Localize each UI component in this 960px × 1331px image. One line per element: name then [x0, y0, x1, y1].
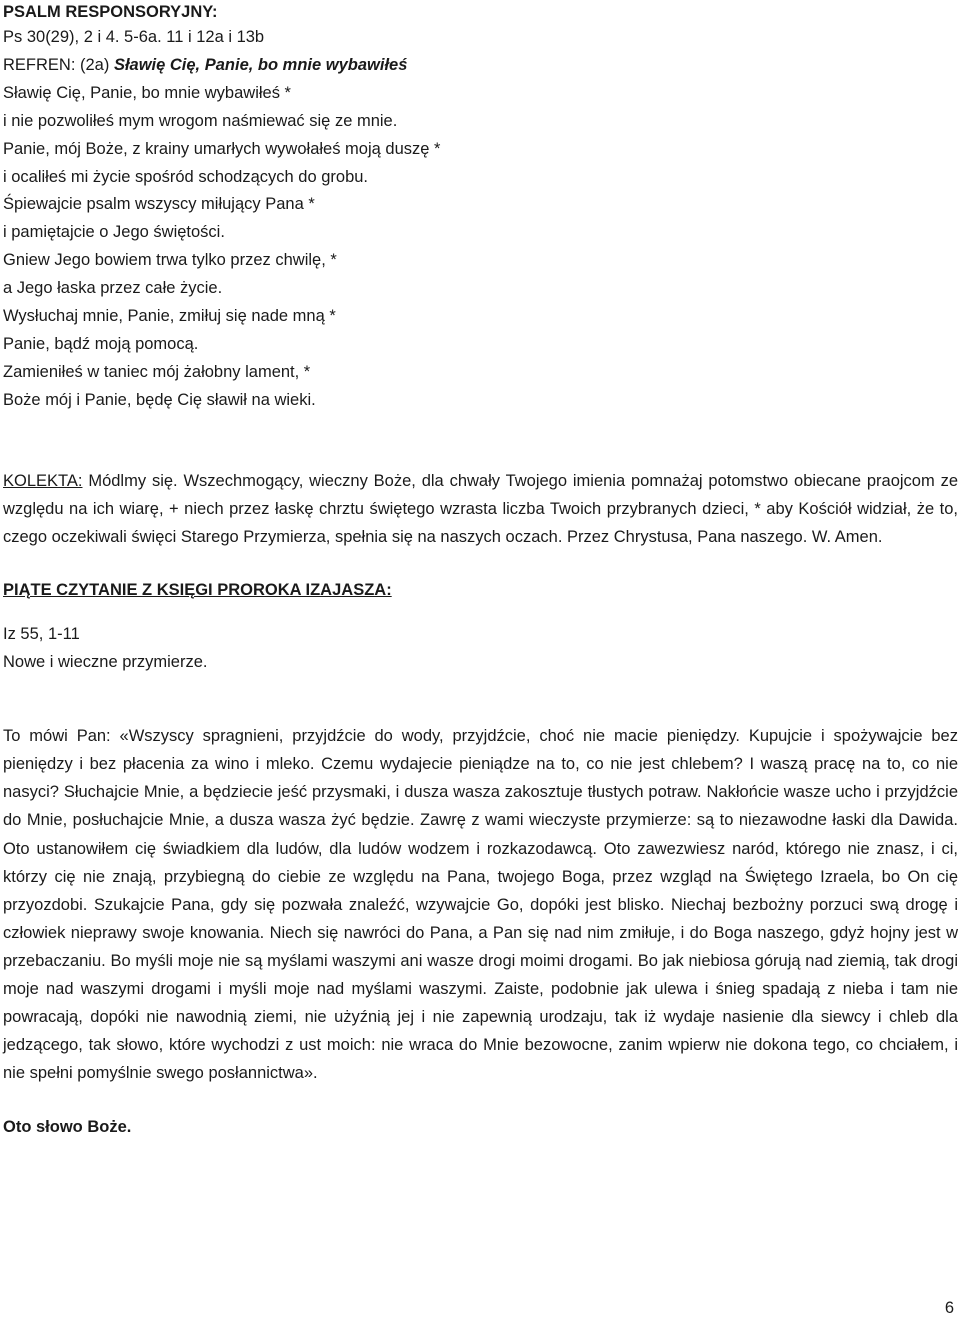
refrain-text: Sławię Cię, Panie, bo mnie wybawiłeś — [113, 55, 408, 74]
psalm-verse: i nie pozwoliłeś mym wrogom naśmiewać się ze mnie. — [3, 111, 398, 130]
document-page — [3, 0, 958, 1158]
reading-closing: Oto słowo Boże. — [3, 1118, 132, 1137]
psalm-reference: Ps 30(29), 2 i 4. 5-6a. 11 i 12a i 13b — [3, 28, 265, 46]
collect-section — [3, 467, 958, 551]
psalm-verse: Panie, mój Boże, z krainy umarłych wywołałeś moją duszę * — [3, 139, 441, 158]
psalm-heading: PSALM RESPONSORYJNY: — [3, 3, 218, 21]
collect-text: Módlmy się. Wszechmogący, wieczny Boże, dla chwały Twojego imienia pomnażaj potomstwo obiecane praojcom ze względu na ich wiarę, + niech przez łaskę chrztu świętego wzrasta liczba Twoich przybranych dzieci, * aby Kościół widział, że to, czego oczekiwali święci Starego Przymierza, spełnia się na naszych oczach. Przez Chrystusa, Pana naszego. W. Amen. — [3, 471, 958, 546]
reading-heading: PIĄTE CZYTANIE Z KSIĘGI PROROKA IZAJASZA: — [3, 580, 392, 599]
psalm-verse: Gniew Jego bowiem trwa tylko przez chwilę, * — [3, 251, 337, 270]
psalm-verses — [3, 80, 958, 415]
page-number: 6 — [944, 1299, 954, 1317]
psalm-verse: Boże mój i Panie, będę Cię sławił na wieki. — [3, 390, 316, 409]
psalm-verse: Zamieniłeś w taniec mój żałobny lament, * — [3, 362, 311, 381]
psalm-verse: Panie, bądź moją pomocą. — [3, 334, 199, 353]
psalm-verse: Śpiewajcie psalm wszyscy miłujący Pana * — [3, 195, 315, 214]
collect-label: KOLEKTA: — [3, 471, 83, 490]
psalm-verse: a Jego łaska przez całe życie. — [3, 279, 223, 298]
psalm-verse: i pamiętajcie o Jego świętości. — [3, 223, 225, 242]
reading-subtitle: Nowe i wieczne przymierze. — [3, 653, 208, 672]
refrain-label: REFREN: (2a) — [3, 55, 114, 74]
reading-section — [3, 576, 958, 1142]
psalm-refrain — [3, 52, 958, 80]
psalm-verse: Sławię Cię, Panie, bo mnie wybawiłeś * — [3, 83, 291, 102]
psalm-verse: i ocaliłeś mi życie spośród schodzących do grobu. — [3, 167, 369, 186]
psalm-section — [3, 0, 958, 415]
reading-meta — [3, 620, 958, 676]
reading-body: To mówi Pan: «Wszyscy spragnieni, przyjdźcie do wody, przyjdźcie, choć nie macie pieniędzy. Kupujcie i spożywajcie bez pieniędzy i bez płacenia za wino i mleko. Czemu wydajecie pieniądze na to, co nie jest chlebem? I waszą pracę na to, co nie nasyci? Słuchajcie Mnie, a będziecie jeść przysmaki, i dusza wasza zakosztuje tłustych potraw. Nakłońcie wasze ucho i przyjdźcie do Mnie, posłuchajcie Mnie, a dusza wasza żyć będzie. Zawrę z wami wieczyste przymierze: są to niezawodne łaski dla Dawida. Oto ustanowiłem cię świadkiem dla ludów, dla ludów wodzem i rozkazodawcą. Oto zawezwiesz naród, którego nie znasz, i ci, którzy cię nie znają, przybiegną do ciebie ze względu na Pana, twojego Boga, przez wzgląd na Świętego Izraela, bo On cię przyozdobi. Szukajcie Pana, gdy się pozwała znaleźć, wzywajcie Go, dopóki jest blisko. Niechaj bezbożny porzuci swą drogę i człowiek nieprawy swoje knowania. Niech się nawróci do Pana, a Pan się nad nim zmiłuje, i do Boga naszego, gdyż hojny jest w przebaczaniu. Bo myśli moje nie są myślami waszymi ani wasze drogi moimi drogami. Bo jak niebiosa górują nad ziemią, tak drogi moje nad waszymi drogami i myśli moje nad myślami waszymi. Zaiste, podobnie jak ulewa i śnieg spadają z nieba i tam nie powracają, dopóki nie nawodnią ziemi, nie użyźnią jej i nie zapewnią urodzaju, tak iż wydaje nasienie dla siewcy i chleb dla jedzącego, tak słowo, które wychodzi z ust moich: nie wraca do Mnie bezowocne, zanim wpierw nie dokona tego, co chciałem, i nie spełni pomyślnie swego posłannictwa». — [3, 727, 958, 1083]
reading-reference: Iz 55, 1-11 — [3, 625, 80, 644]
psalm-verse: Wysłuchaj mnie, Panie, zmiłuj się nade mną * — [3, 307, 336, 326]
